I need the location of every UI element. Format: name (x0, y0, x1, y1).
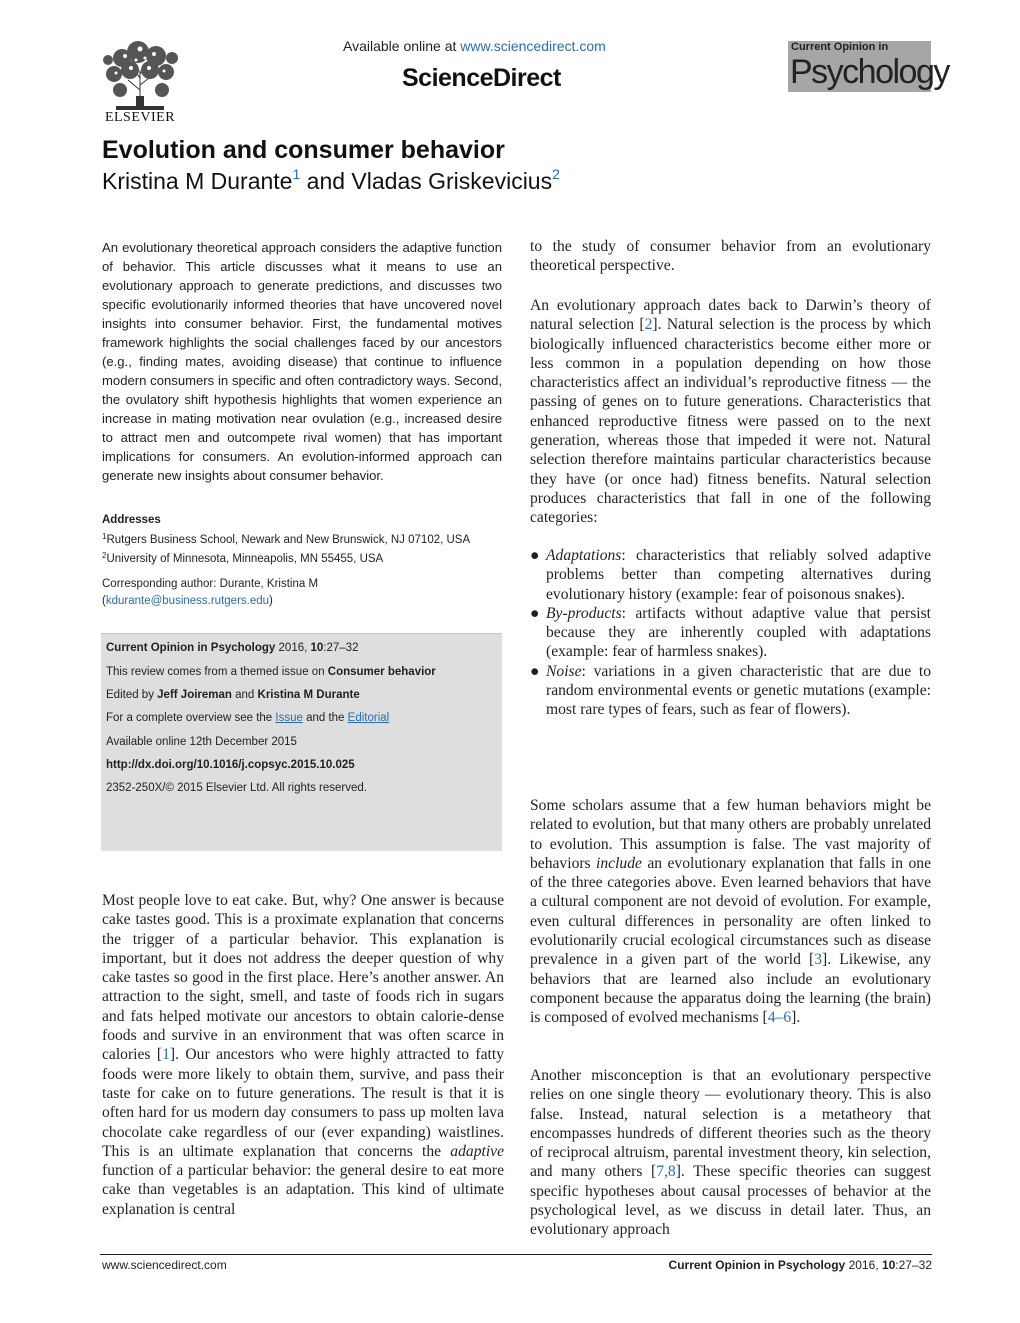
editorial-link[interactable]: Editorial (347, 712, 390, 724)
elsevier-tree-icon (100, 40, 180, 112)
info-copyright: 2352-250X/© 2015 Elsevier Ltd. All rights reserved. (106, 782, 367, 794)
info-citation: Current Opinion in Psychology 2016, 10:27–32 (106, 642, 359, 654)
addresses-heading: Addresses (102, 514, 161, 526)
journal-logo (788, 41, 949, 92)
info-available-date: Available online 12th December 2015 (106, 736, 297, 748)
sciencedirect-url-link[interactable]: www.sciencedirect.com (460, 38, 606, 54)
body-paragraph-darwin: An evolutionary approach dates back to Darwin’s theory of natural selection [2]. Natural selection is the process by which biologically influenced characteristics become either more or less common in a population depending on how those characteristics affect an individual’s reproductive fitness — the passing of genes on to future generations. Characteristics that enhanced reproductive fitness were passed on to the next generation, whereas those that impeded it were not. Natural selection therefore maintains particular characteristics because they have (or once had) fitness benefits. Natural selection produces characteristics that fall in one of the following categories: (530, 297, 931, 527)
citation-ref[interactable]: 2 (644, 316, 653, 334)
bullet-icon: ● (530, 662, 540, 680)
bullet-icon: ● (530, 604, 540, 622)
author-2-affiliation-sup[interactable]: 2 (552, 166, 560, 182)
citation-ref[interactable]: 4–6 (767, 1009, 792, 1027)
citation-ref[interactable]: 7,8 (656, 1163, 676, 1181)
doi-link[interactable]: http://dx.doi.org/10.1016/j.copsyc.2015.10.025 (106, 759, 355, 771)
authors (102, 166, 560, 195)
body-paragraph-intro: Most people love to eat cake. But, why? One answer is because cake tastes good. This is a proximate explanation that concerns the trigger of a particular behavior. This explanation is important, but it does not address the deeper question of why cake tastes so good in the first place. Here’s another answer. An attraction to the sight, smell, and taste of foods rich in sugars and fats helped motivate our ancestors to obtain calorie-dense foods and survive in an environment that was often scarce in calories [1]. Our ancestors who were highly attracted to fatty foods were more likely to obtain them, survive, and pass their taste for cake on to future generations. The result is that it is often hard for us modern day consumers to pass up molten lava chocolate cake regardless of our (ever expanding) waistlines. This is an ultimate explanation that concerns the adaptive function of a particular behavior: the general desire to eat more cake than vegetables is an adaptation. This kind of ultimate explanation is central (102, 892, 505, 1218)
issue-link[interactable]: Issue (275, 712, 303, 724)
abstract: An evolutionary theoretical approach considers the adaptive function of behavior. This article discusses what it means to use an evolutionary approach to generate predictions, and discusses two specific evolutionarily informed theories that have uncovered novel insights into consumer behavior. First, the fundamental motives framework highlights the social challenges faced by our ancestors (e.g., finding mates, avoiding disease) that continue to influence modern consumers in specific and often contradictory ways. Second, the ovulatory shift hypothesis highlights that women experience an increase in mating motivation near ovulation (e.g., increased desire to attract men and outcompete rival women) that has important implications for consumers. An evolution-informed approach can generate new insights about consumer behavior. (102, 240, 502, 483)
info-overview: For a complete overview see the Issue and the Editorial (106, 712, 390, 724)
available-online (343, 38, 606, 54)
author-2: Vladas Griskevicius (351, 168, 553, 194)
addresses-list (102, 529, 470, 567)
categories-list (530, 546, 931, 720)
footer-citation: Current Opinion in Psychology 2016, 10:27–32 (668, 1258, 932, 1272)
journal-logo-big-text: Psychology (790, 53, 949, 91)
citation-ref[interactable]: 1 (162, 1046, 170, 1064)
corresponding-author (102, 576, 318, 609)
address-item: $^1$Rutgers Business School, Newark and New Brunswick, NJ 07102, USA (102, 532, 471, 546)
list-item: ● By-products: artifacts without adaptive value that persist because they are inherently coupled with adaptations (example: fear of harmless snakes). (530, 604, 931, 661)
corresponding-author-label: Corresponding author: Durante, Kristina M (102, 578, 319, 590)
info-editors: Edited by Jeff Joireman and Kristina M Durante (106, 689, 360, 701)
address-item: $^2$University of Minnesota, Minneapolis, MN 55455, USA (102, 551, 384, 565)
corresponding-author-email-line: (kdurante@business.rutgers.edu) (102, 594, 273, 607)
sciencedirect-brand[interactable]: ScienceDirect (402, 64, 561, 92)
body-paragraph-continued: to the study of consumer behavior from an evolutionary theoretical perspective. (530, 238, 931, 275)
info-theme: This review comes from a themed issue on Consumer behavior (106, 666, 436, 678)
citation-ref[interactable]: 3 (814, 951, 823, 969)
available-online-prefix: Available online at (343, 38, 461, 54)
footer-divider (100, 1254, 932, 1255)
elsevier-logo (100, 40, 180, 128)
body-paragraph-misconception-2: Another misconception is that an evolutionary perspective relies on one single theory — evolutionary theory. This is also false. Instead, natural selection is a metatheory that encompasses hundreds of different theories such as the theory of reciprocal altruism, parental investment theory, kin selection, and many others [7,8]. These specific theories can suggest specific hypotheses about causal processes of behavior at the psychological level, as we discuss in detail later. Thus, an evolutionary approach (530, 1067, 931, 1239)
list-item: ● Adaptations: characteristics that reliably solved adaptive problems better than competing alternatives during evolutionary history (example: fear of poisonous snakes). (530, 547, 931, 603)
bullet-icon: ● (530, 547, 540, 564)
author-joiner: and (300, 168, 352, 194)
journal-logo-small-text: Current Opinion in (791, 41, 889, 53)
article-info-box (101, 633, 502, 851)
article-title: Evolution and consumer behavior (102, 136, 505, 164)
footer-url[interactable]: www.sciencedirect.com (102, 1258, 227, 1272)
list-item: ● Noise: variations in a given characteristic that are due to random environmental events or genetic mutations (example: most rare types of fears, such as fear of flowers). (530, 662, 931, 719)
body-paragraph-misconception-1: Some scholars assume that a few human behaviors might be related to evolution, but that many others are probably unrelated to evolution. This assumption is false. The vast majority of behaviors include an evolutionary explanation that falls in one of the three categories above. Even learned behaviors that have a cultural component are not devoid of evolution. For example, even cultural differences in personality are often linked to evolutionarily crucial ecological circumstances such as disease prevalence in a given part of the world [3]. Likewise, any behaviors that are learned also include an evolutionary component because the apparatus doing the learning (the brain) is composed of evolved mechanisms [4–6]. (530, 797, 932, 1027)
author-1: Kristina M Durante (102, 168, 293, 194)
author-1-affiliation-sup[interactable]: 1 (292, 166, 301, 182)
corresponding-email-link[interactable]: kdurante@business.rutgers.edu (105, 594, 270, 607)
elsevier-wordmark: ELSEVIER (104, 110, 176, 125)
